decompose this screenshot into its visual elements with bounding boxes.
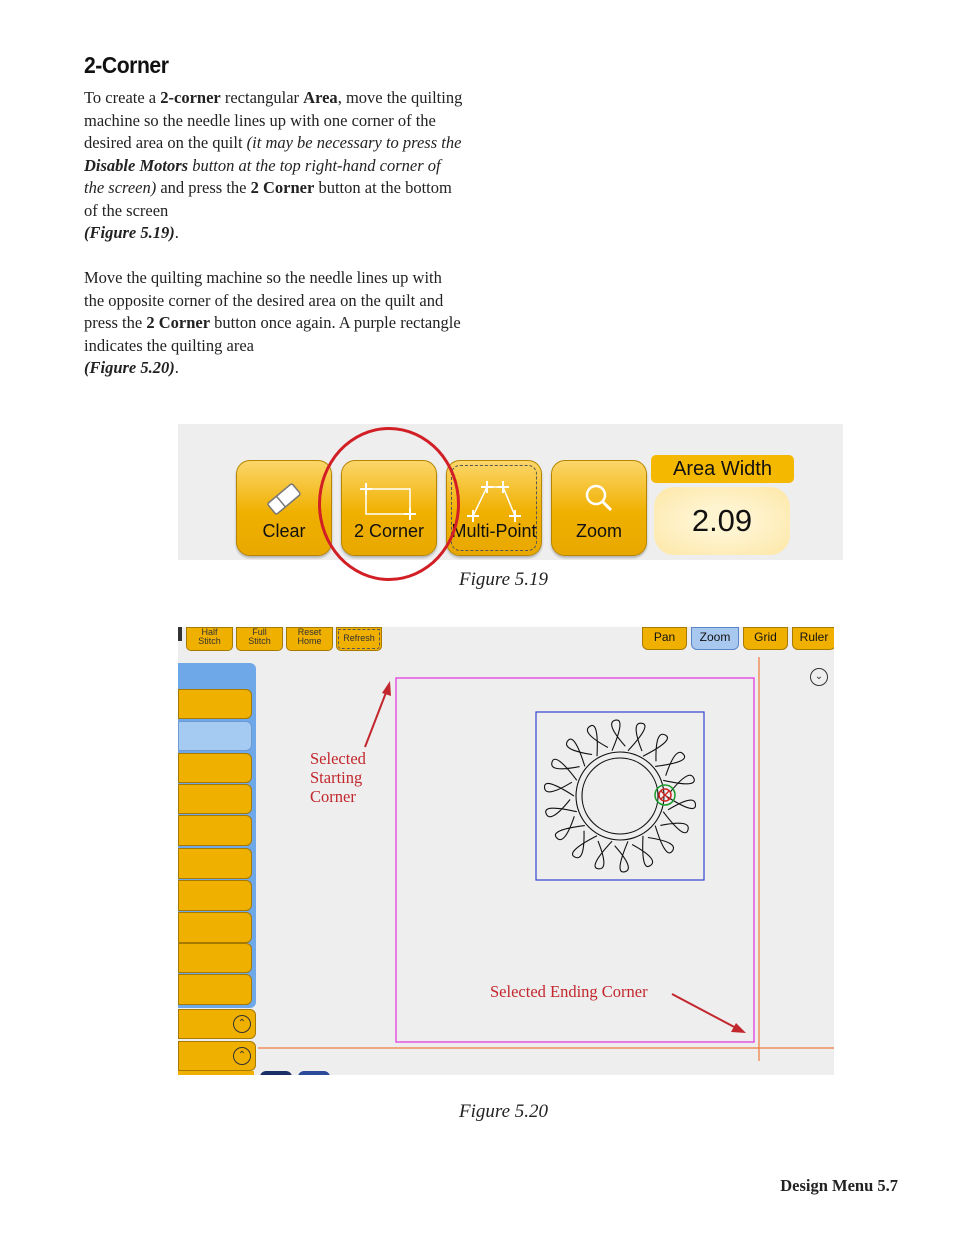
multi-point-label: Multi-Point <box>451 521 537 541</box>
clear-label: Clear <box>262 521 306 541</box>
feather-wreath-design <box>545 720 696 872</box>
reset-home-line2: Home <box>297 636 322 646</box>
arrow-end <box>672 994 738 1029</box>
arrow-end-head <box>731 1023 746 1033</box>
arrow-start <box>365 690 387 747</box>
annotation-start-line1: Selected <box>310 749 366 768</box>
full-stitch-line1: Full <box>252 627 267 637</box>
reset-home-line1: Reset <box>297 627 322 637</box>
zoom-label: Zoom <box>575 521 622 541</box>
figure-caption-2: Figure 5.20 <box>459 1101 549 1122</box>
section-heading: 2-Corner <box>84 52 169 78</box>
refresh-label: Refresh <box>343 633 375 643</box>
multi-point-button[interactable] <box>446 460 542 556</box>
wreath-inner-ring <box>576 752 664 840</box>
zoom-tool-label: Zoom <box>699 630 731 644</box>
half-stitch-line2: Stitch <box>198 636 221 646</box>
annotation-ending-corner: Selected Ending Corner <box>490 982 648 1001</box>
ruler-label: Ruler <box>799 630 829 644</box>
feather-plumes <box>545 720 696 872</box>
chevron-up-icon[interactable]: ⌃ <box>233 1015 251 1033</box>
chevron-up-icon[interactable]: ⌃ <box>233 1047 251 1065</box>
figure-screen <box>178 627 834 1075</box>
needle-cross <box>661 791 669 799</box>
grid-label: Grid <box>754 630 777 644</box>
half-stitch-line1: Half <box>201 627 218 637</box>
page-footer: Design Menu 5.7 <box>780 1176 898 1195</box>
annotation-start-line2: Starting <box>310 768 363 787</box>
highlight-circle <box>318 427 460 581</box>
area-width-label: Area Width <box>651 455 794 483</box>
figure-toolbar <box>178 424 843 560</box>
pan-label: Pan <box>653 630 676 644</box>
figure-caption-1: Figure 5.19 <box>459 569 549 590</box>
area-width-value: 2.09 <box>654 487 790 555</box>
quilt-canvas <box>178 627 834 1075</box>
paragraph-intro: To create a 2-corner rectangular Area, move the quilting machine so the needle lines up with one corner of the desired area on the quilt (it may be necessary to press the Disable Motors button at the top right-hand corner of the screen) and press the 2 Corner button at the bottom of the screen (Figure 5.19). <box>84 88 463 242</box>
chevron-down-icon[interactable]: ⌄ <box>810 668 828 686</box>
annotation-start-line3: Corner <box>310 787 356 806</box>
design-bounding-box <box>536 712 704 880</box>
annotation-starting-corner <box>310 749 366 806</box>
full-stitch-line2: Stitch <box>248 636 271 646</box>
zoom-button[interactable] <box>551 460 647 556</box>
wreath-spine <box>582 758 658 834</box>
arrow-start-head <box>382 681 391 696</box>
paragraph-second: Move the quilting machine so the needle lines up with the opposite corner of the desired area on the quilt and press the 2 Corner button once again. A purple rectangle indicates the quilting area (Figure 5.20). <box>84 268 461 377</box>
two-corner-label: 2 Corner <box>353 521 425 541</box>
